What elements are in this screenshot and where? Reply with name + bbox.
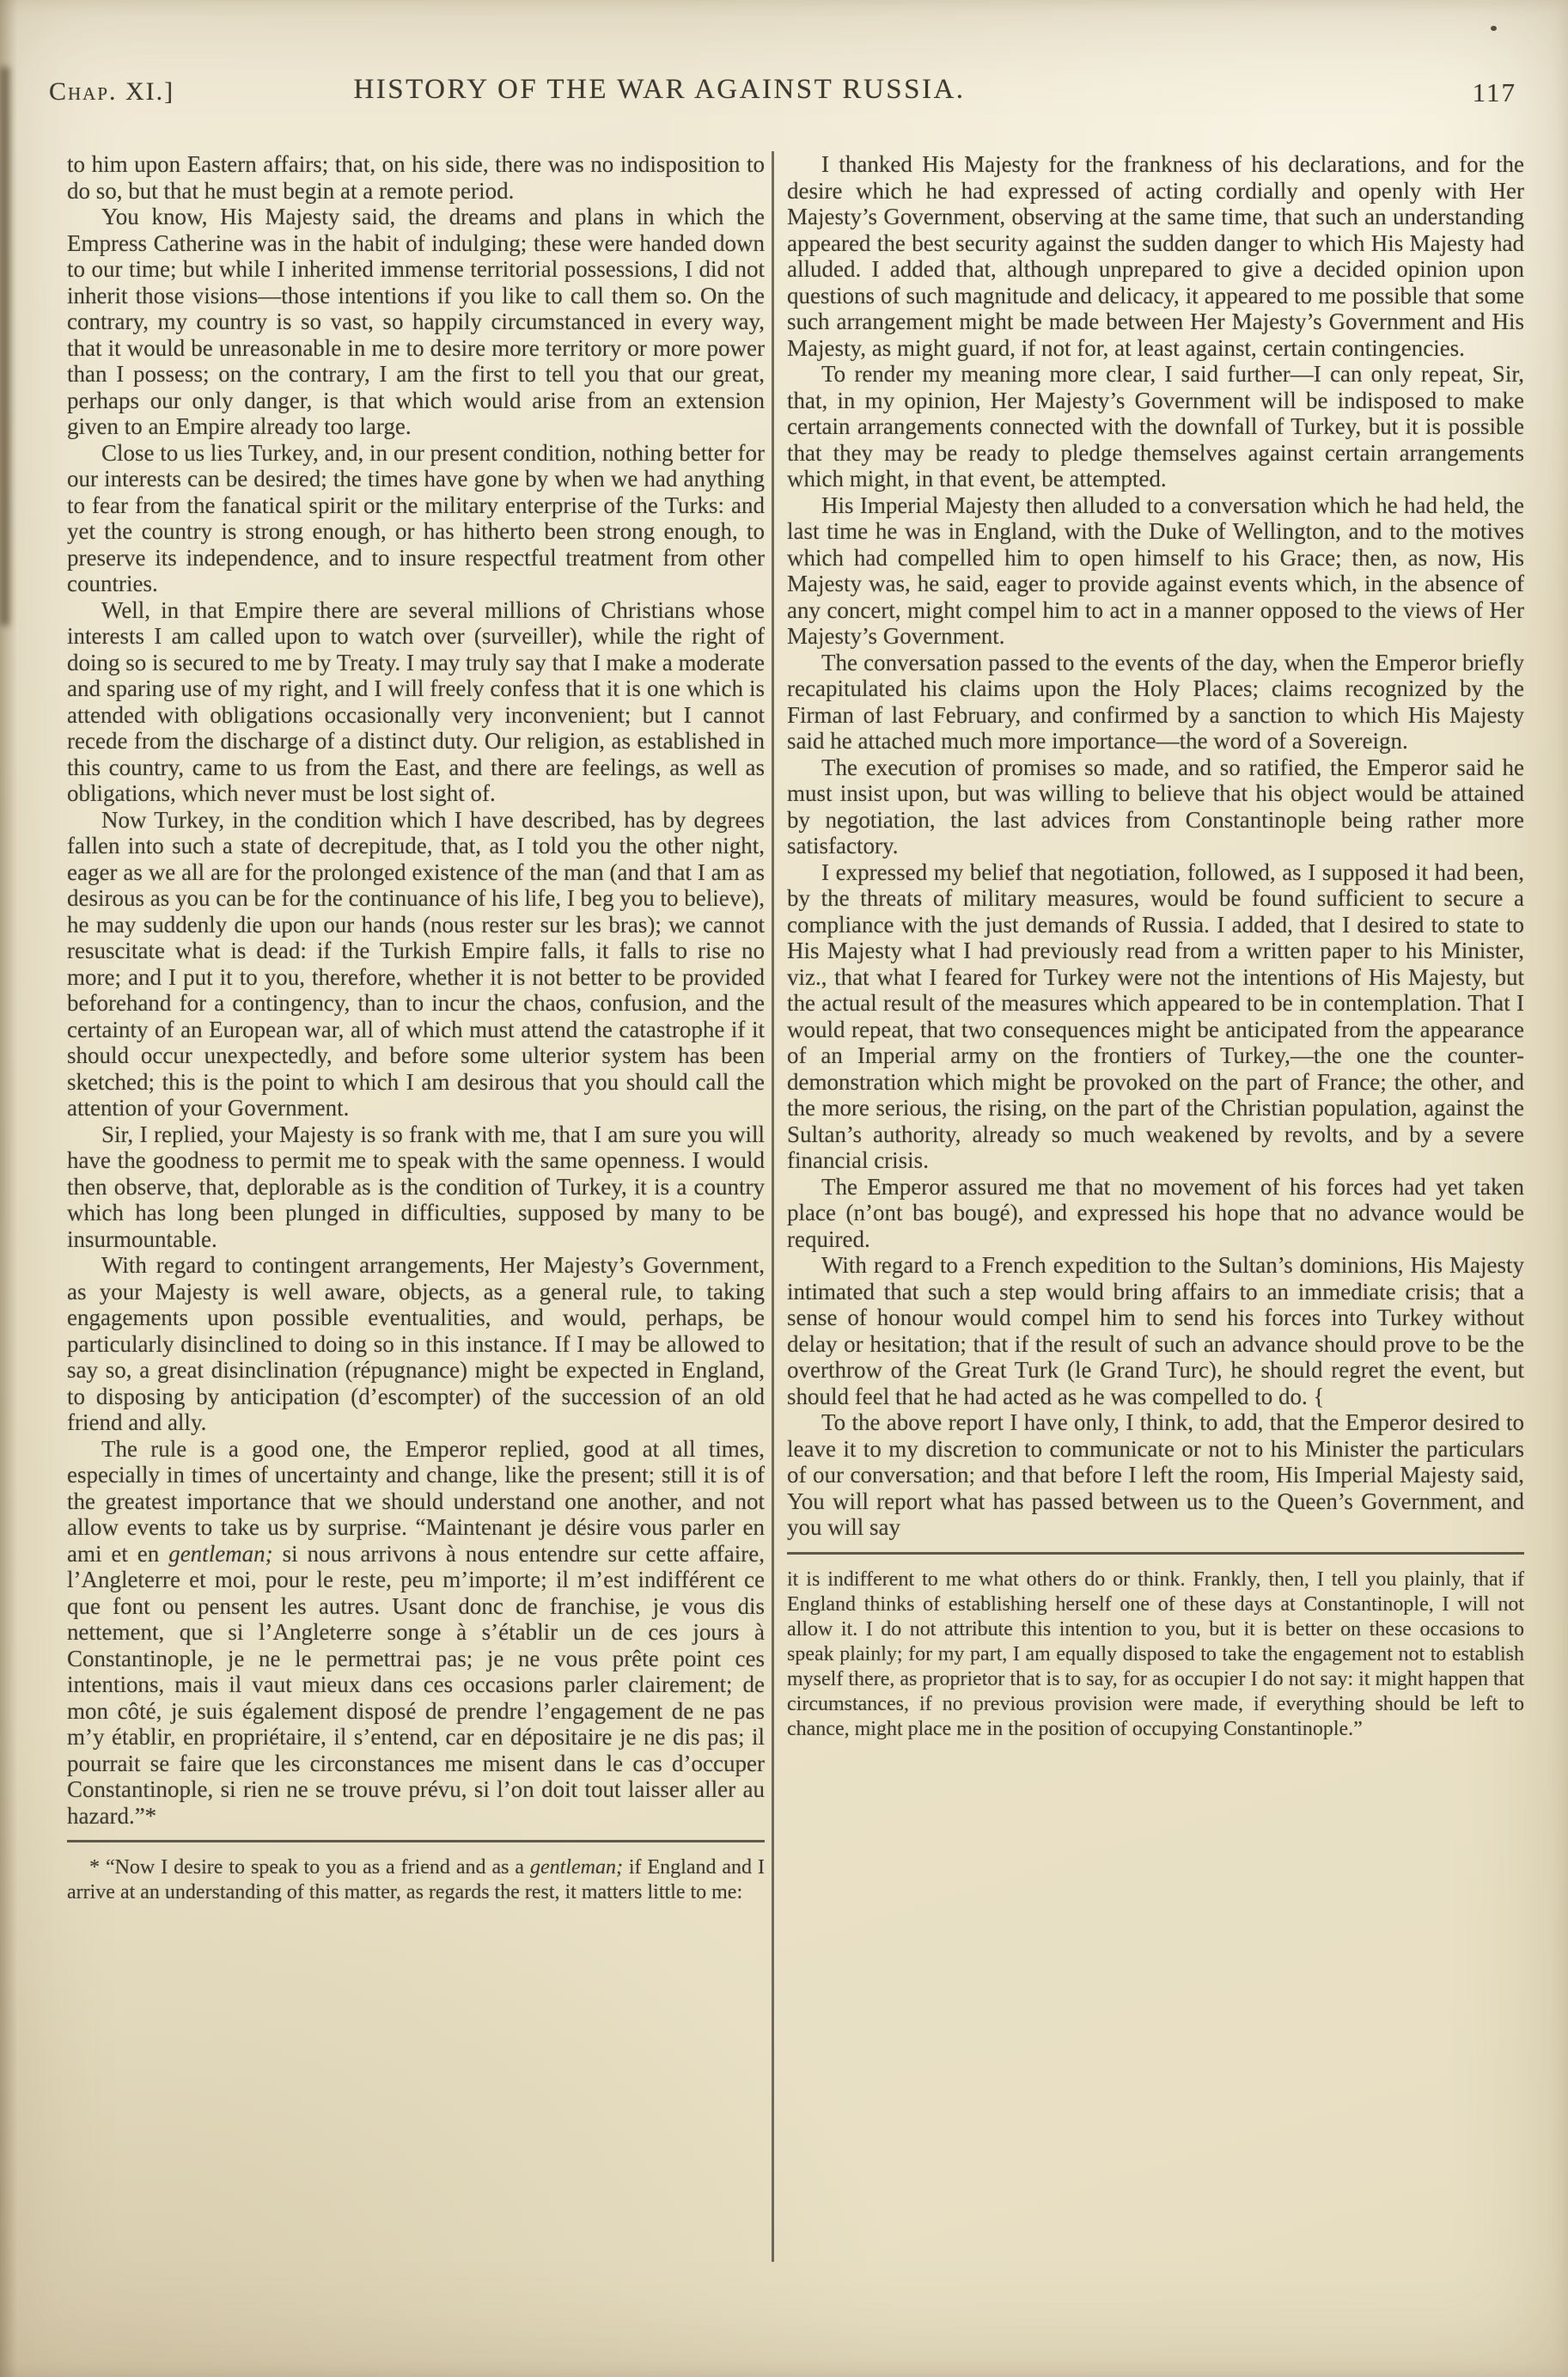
page-gutter-shadow <box>0 0 17 2377</box>
paragraph: Now Turkey, in the condition which I have described, has by degrees fallen into such a state of decrepitude, that, as I told you the other night, eager as we all are for the prolonged existence of the man (and that I am as desirous as you can be for the continuance of his life, I beg you to believe), he may suddenly die upon our hands (nous rester sur les bras); we cannot resuscitate what is dead: if the Turkish Empire falls, it falls to rise no more; and I put it to you, therefore, whether it is not better to be provided beforehand for a contingency, than to incur the chaos, confusion, and the certainty of an European war, all of which must attend the catastrophe if it should occur unexpectedly, and before some ulterior system has been sketched; this is the point to which I am desirous that you should call the attention of your Government. <box>67 806 765 1121</box>
paragraph: to him upon Eastern affairs; that, on his side, there was no indisposition to do so, but that he must begin at a remote period. <box>67 151 765 204</box>
paragraph: The conversation passed to the events of the day, when the Emperor briefly recapitulated his claims upon the Holy Places; claims recognized by the Firman of last February, and confirmed by a sanction to which His Majesty said he attached much more importance—the word of a Sovereign. <box>787 649 1524 754</box>
paragraph: The execution of promises so made, and so ratified, the Emperor said he must insist upon, but was willing to believe that his object would be attained by negotiation, the last advices from Constantinople being rather more satisfactory. <box>787 754 1524 859</box>
paragraph: Close to us lies Turkey, and, in our present condition, nothing better for our interests can be desired; the times have gone by when we had anything to fear from the fanatical spirit or the military enterprise of the Turks: and yet the country is strong enough, or has hitherto been strong enough, to preserve its independence, and to insure respectful treatment from other countries. <box>67 439 765 596</box>
right-footnote <box>787 1567 1524 1742</box>
paragraph: The Emperor assured me that no movement of his forces had yet taken place (n’ont bas bougé), and expressed his hope that no advance would be required. <box>787 1173 1524 1252</box>
paragraph: To render my meaning more clear, I said further—I can only repeat, Sir, that, in my opinion, Her Majesty’s Government will be indisposed to make certain arrangements connected with the downfall of Turkey, but it is possible that they may be ready to pledge themselves against certain arrangements which might, in that event, be attempted. <box>787 361 1524 492</box>
paragraph: The rule is a good one, the Emperor replied, good at all times, especially in times of uncertainty and change, like the present; still it is of the greatest importance that we should understand one another, and not allow events to take us by surprise. “Maintenant je désire vous parler en ami et en gentleman; si nous arrivons à nous entendre sur cette affaire, l’Angleterre et moi, pour le reste, peu m’importe; il m’est indifférent ce que font ou pensent les autres. Usant donc de franchise, je vous dis nettement, que si l’Angleterre songe à s’établir un de ces jours à Constantinople, je ne le permettrai pas; je ne vous prête point ces intentions, mais il vaut mieux dans ces occasions parler clairement; de mon côté, je suis également disposé de prendre l’engagement de ne pas m’y établir, en propriétaire, il s’entend, car en dépositaire je ne dis pas; il pourrait se faire que les circonstances me misent dans le cas d’occuper Constantinople, si rien ne se trouve prévu, si l’on doit tout laisser aller au hazard.”* <box>67 1435 765 1829</box>
paragraph: You know, His Majesty said, the dreams and plans in which the Empress Catherine was in the habit of indulging; these were handed down to our time; but while I inherited immense territorial possessions, I did not inherit those visions—those intentions if you like to call them so. On the contrary, my country is so vast, so happily circumstanced in every way, that it would be unreasonable in me to desire more territory or more power than I possess; on the contrary, I am the first to tell you that our great, perhaps our only danger, is that which would arise from an extension given to an Empire already too large. <box>67 204 765 439</box>
page-number: 117 <box>1472 77 1516 107</box>
left-footnote <box>67 1855 765 1905</box>
paragraph: I thanked His Majesty for the frankness of his declarations, and for the desire which he had expressed of acting cordially and openly with Her Majesty’s Government, observing at the same time, that such an understanding appeared the best security against the sudden danger to which His Majesty had alluded. I added that, although unprepared to give a decided opinion upon questions of such magnitude and delicacy, it appeared to me possible that some such arrangement might be made between Her Majesty’s Government and His Majesty, as might guard, if not for, at least against, certain contingencies. <box>787 151 1524 361</box>
left-column <box>67 151 765 1905</box>
column-divider-rule <box>772 151 774 2262</box>
paragraph: With regard to contingent arrangements, Her Majesty’s Government, as your Majesty is well aware, objects, as a general rule, to taking engagements upon possible eventualities, and would, perhaps, be particularly disinclined to doing so in this instance. If I may be allowed to say so, a great disinclination (répugnance) might be expected in England, to disposing by anticipation (d’escompter) of the succession of an old friend and ally. <box>67 1252 765 1435</box>
paragraph: it is indifferent to me what others do or think. Frankly, then, I tell you plainly, that if England thinks of establishing herself one of these days at Constantinople, I will not allow it. I do not attribute this intention to you, but it is better on these occasions to speak plainly; for my part, I am equally disposed to take the engagement not to establish myself there, as proprietor that is to say, for as occupier I do not say: it might happen that circumstances, if no previous provision were made, if everything should be left to chance, might place me in the position of occupying Constantinople.” <box>787 1567 1524 1740</box>
right-column-text <box>787 151 1524 1541</box>
paragraph: His Imperial Majesty then alluded to a conversation which he had held, the last time he was in England, with the Duke of Wellington, and to the motives which had compelled him to open himself to his Grace; then, as now, His Majesty was, he said, eager to provide against events which, in the absence of any concert, might compel him to act in a manner opposed to the views of Her Majesty’s Government. <box>787 492 1524 649</box>
left-column-text <box>67 151 765 1829</box>
paragraph: To the above report I have only, I think, to add, that the Emperor desired to leave it to my discretion to communicate or not to his Minister the particulars of our conversation; and that before I left the room, His Imperial Majesty said, You will report what has passed between us to the Queen’s Government, and you will say <box>787 1409 1524 1540</box>
left-footnote-rule <box>67 1840 765 1842</box>
paragraph: * “Now I desire to speak to you as a friend and as a gentleman; if England and I arrive at an understanding of this matter, as regards the rest, it matters little to me: <box>67 1856 765 1903</box>
paragraph: I expressed my belief that negotiation, followed, as I supposed it had been, by the threats of military measures, would be found sufficient to secure a compliance with the just demands of Russia. I added, that I desired to state to His Majesty what I had previously read from a written paper to his Minister, viz., that what I feared for Turkey were not the intentions of His Majesty, but the actual result of the measures which appeared to be in contemplation. That I would repeat, that two consequences might be anticipated from the appearance of an Imperial army on the frontiers of Turkey,—the one the counter-demonstration which might be provoked on the part of France; the other, and the more serious, the rising, on the part of the Christian population, against the Sultan’s authority, already so much weakened by revolts, and by a severe financial crisis. <box>787 859 1524 1173</box>
right-footnote-rule <box>787 1552 1524 1555</box>
paragraph: Well, in that Empire there are several millions of Christians whose interests I am called upon to watch over (surveiller), while the right of doing so is secured to me by Treaty. I may truly say that I make a moderate and sparing use of my right, and I will freely confess that it is one which is attended with obligations occasionally very inconvenient; but I cannot recede from the discharge of a distinct duty. Our religion, as established in this country, came to us from the East, and there are feelings, as well as obligations, which never must be lost sight of. <box>67 596 765 806</box>
right-column <box>787 151 1524 1742</box>
chapter-label: Chap. XI.] <box>49 77 175 106</box>
paragraph: Sir, I replied, your Majesty is so frank with me, that I am sure you will have the goodness to permit me to speak with the same openness. I would then observe, that, deplorable as is the condition of Turkey, it is a country which has long been plunged in difficulties, supposed by many to be insurmountable. <box>67 1121 765 1252</box>
paragraph: With regard to a French expedition to the Sultan’s dominions, His Majesty intimated that such a step would bring affairs to an immediate crisis; that a sense of honour would compel him to send his forces into Turkey without delay or hesitation; that if the result of such an advance should prove to be the overthrow of the Great Turk (le Grand Turc), he should regret the event, but should feel that he had acted as he was compelled to do. { <box>787 1252 1524 1409</box>
ink-speck <box>1491 26 1497 31</box>
running-title: HISTORY OF THE WAR AGAINST RUSSIA. <box>353 74 966 105</box>
